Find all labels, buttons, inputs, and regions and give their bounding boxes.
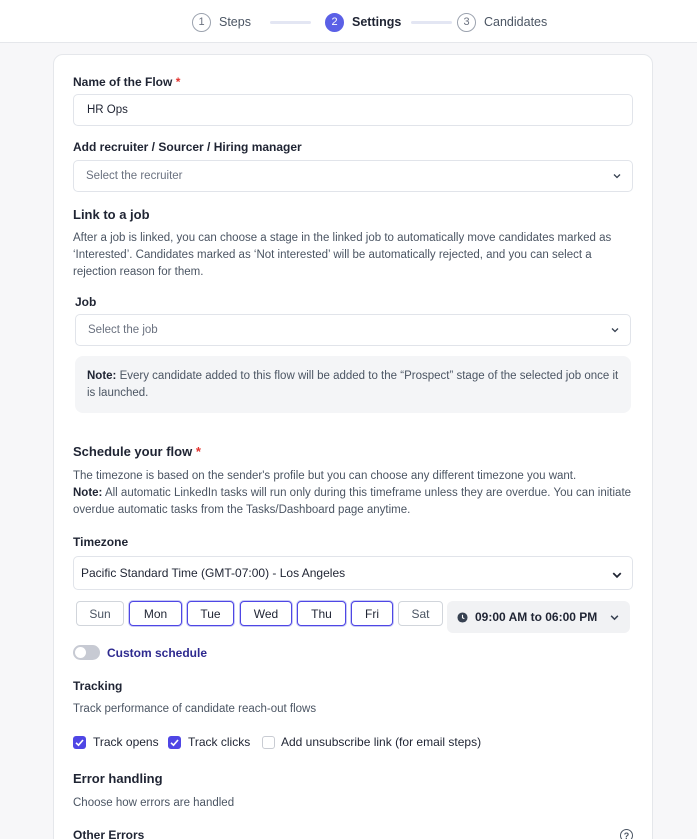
tracking-title: Tracking	[73, 679, 123, 693]
schedule-desc-1: The timezone is based on the sender's profile but you can choose any different timezone you want.	[73, 470, 577, 482]
day-thu[interactable]	[297, 601, 346, 626]
step-settings[interactable]	[325, 12, 401, 32]
step-steps[interactable]	[192, 12, 251, 32]
day-label: Mon	[143, 606, 168, 621]
day-label: Sun	[89, 606, 111, 621]
schedule-note-prefix: Note:	[73, 487, 103, 499]
unsubscribe-link-checkbox[interactable]	[262, 736, 275, 749]
step-label: Settings	[352, 15, 402, 29]
job-select[interactable]	[75, 314, 631, 346]
chevron-down-icon	[613, 172, 621, 180]
unsubscribe-link-label[interactable]: Add unsubscribe link (for email steps)	[281, 735, 482, 749]
day-label: Wed	[253, 606, 279, 621]
step-number: 2	[325, 13, 344, 32]
check-icon	[73, 736, 86, 749]
time-range-select[interactable]	[447, 601, 630, 633]
custom-schedule-toggle[interactable]	[73, 645, 100, 660]
day-sun[interactable]	[76, 601, 124, 626]
recruiter-placeholder: Select the recruiter	[86, 170, 183, 182]
check-icon	[168, 736, 181, 749]
day-label: Sat	[411, 606, 430, 621]
chevron-down-icon	[611, 326, 619, 334]
step-number: 1	[192, 13, 211, 32]
link-job-title: Link to a job	[73, 207, 150, 222]
track-opens-label[interactable]: Track opens	[93, 735, 159, 749]
chevron-down-icon	[612, 570, 622, 580]
link-job-description: After a job is linked, you can choose a stage in the linked job to automatically move candidates marked as ‘Interested’. Candidates marked as ‘Not interested’ will be automatically rejected, and you can select a rejection reason for them.	[73, 232, 612, 278]
schedule-title-text: Schedule your flow	[73, 444, 193, 459]
day-wed[interactable]	[240, 601, 292, 626]
stepper	[0, 0, 697, 43]
schedule-desc-2: All automatic LinkedIn tasks will run only during this timeframe unless they are overdue. You can initiate overdue automatic tasks from the Tasks/Dashboard page anytime.	[73, 487, 632, 516]
other-errors-label: Other Errors	[73, 828, 145, 839]
day-mon[interactable]	[129, 601, 182, 626]
step-separator	[411, 21, 452, 24]
recruiter-select[interactable]	[73, 160, 633, 192]
track-opens-checkbox[interactable]	[73, 736, 86, 749]
recruiter-label: Add recruiter / Sourcer / Hiring manager	[73, 140, 302, 154]
step-number: 3	[457, 13, 476, 32]
chevron-down-icon	[610, 613, 619, 622]
day-tue[interactable]	[187, 601, 234, 626]
timezone-value: Pacific Standard Time (GMT-07:00) - Los Angeles	[81, 566, 346, 580]
day-label: Tue	[200, 606, 221, 621]
step-separator	[270, 21, 311, 24]
toggle-knob	[75, 647, 86, 658]
step-candidates[interactable]	[457, 12, 547, 32]
job-label: Job	[75, 295, 97, 309]
day-sat[interactable]	[398, 601, 443, 626]
clock-icon	[457, 612, 468, 623]
note-text: Every candidate added to this flow will be added to the “Prospect” stage of the selected job once it is launched.	[87, 370, 619, 399]
flow-name-input[interactable]	[73, 94, 633, 126]
required-asterisk: *	[195, 444, 201, 459]
job-note	[75, 356, 631, 413]
timezone-select[interactable]	[73, 556, 633, 590]
flow-name-value: HR Ops	[87, 104, 128, 116]
day-label: Fri	[365, 606, 379, 621]
step-label: Candidates	[484, 15, 548, 29]
required-asterisk: *	[175, 75, 181, 89]
day-fri[interactable]	[351, 601, 393, 626]
track-clicks-checkbox[interactable]	[168, 736, 181, 749]
error-handling-title: Error handling	[73, 771, 163, 786]
note-prefix: Note:	[87, 370, 117, 382]
help-icon[interactable]: ?	[620, 829, 633, 839]
error-handling-description: Choose how errors are handled	[73, 797, 235, 809]
tracking-description: Track performance of candidate reach-out flows	[73, 703, 317, 715]
timezone-label: Timezone	[73, 535, 129, 549]
custom-schedule-label[interactable]: Custom schedule	[107, 646, 208, 660]
flow-name-label-text: Name of the Flow	[73, 75, 173, 89]
day-label: Thu	[311, 606, 332, 621]
job-placeholder: Select the job	[88, 324, 158, 336]
step-label: Steps	[219, 15, 251, 29]
schedule-title	[73, 444, 201, 459]
track-clicks-label[interactable]: Track clicks	[188, 735, 251, 749]
flow-name-label	[73, 75, 180, 89]
schedule-description	[73, 468, 638, 519]
time-range-value: 09:00 AM to 06:00 PM	[475, 610, 598, 624]
